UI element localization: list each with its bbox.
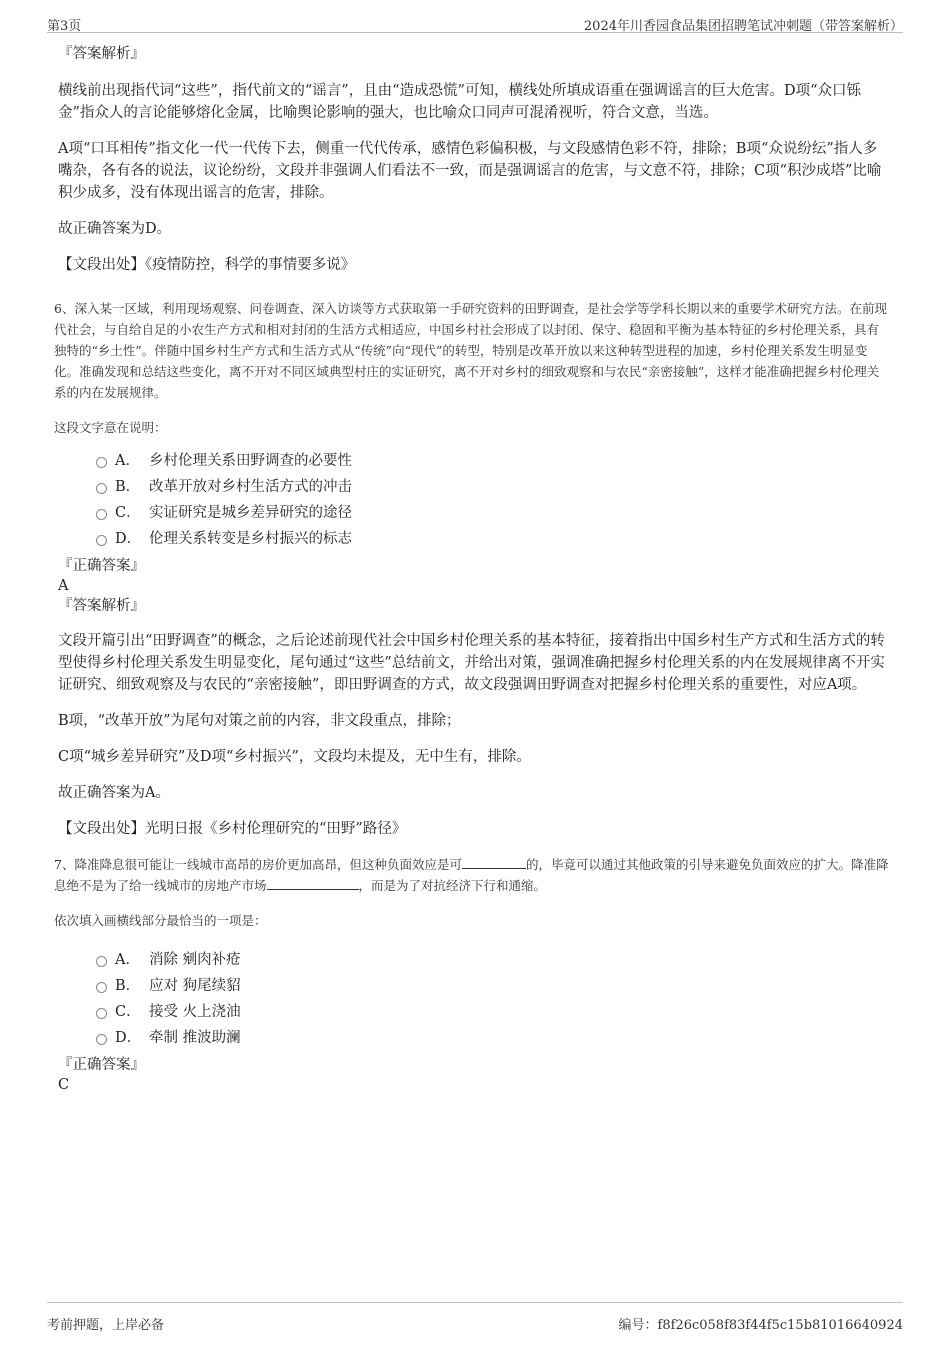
answer-conclusion: 故正确答案为D。 — [58, 221, 172, 237]
analysis-label: 『答案解析』 — [58, 598, 145, 614]
option-d[interactable]: D． 牵制 推波助澜 — [58, 1025, 890, 1051]
radio-icon[interactable] — [96, 982, 107, 993]
option-d[interactable]: D． 伦理关系转变是乡村振兴的标志 — [58, 526, 890, 552]
document-title: 2024年川香园食品集团招聘笔试冲刺题（带答案解析） — [583, 19, 903, 34]
answer-conclusion: 故正确答案为A。 — [58, 785, 170, 801]
source-citation: 【文段出处】《疫情防控，科学的事情要多说》 — [58, 257, 356, 273]
radio-icon[interactable] — [96, 956, 107, 967]
option-b[interactable]: B． 应对 狗尾续貂 — [58, 973, 890, 999]
fill-blank — [267, 877, 359, 890]
radio-icon[interactable] — [96, 457, 107, 468]
page-header — [47, 12, 903, 33]
option-a[interactable]: A． 消除 剜肉补疮 — [58, 947, 890, 973]
question-stem: 6、深入某一区域，利用现场观察、问卷调查、深入访谈等方式获取第一手研究资料的田野调查，是社会学等学科长期以来的重要学术研究方法。在前现代社会，与自给自足的小农生产方式和相对封闭的生活方式相适应，中国乡村社会形成了以封闭、保守、稳固和平衡为基本特征的乡村伦理关系，具有独特的“乡土性”。伴随中国乡村生产方式和生活方式从“传统”向“现代”的转型，特别是改革开放以来这种转型进程的加速，乡村伦理关系发生明显变化。准确发现和总结这些变化，离不开对不同区域典型村庄的实证研究，离不开对乡村的细致观察和与农民“亲密接触”，这样才能准确把握乡村伦理关系的内在发展规律。 — [54, 301, 887, 400]
analysis-paragraph: B项，“改革开放”为尾句对策之前的内容，非文段重点，排除； — [58, 713, 461, 729]
page-content — [54, 44, 890, 1095]
radio-icon[interactable] — [96, 483, 107, 494]
radio-icon[interactable] — [96, 535, 107, 546]
page-footer — [47, 1302, 903, 1333]
option-b[interactable]: B． 改革开放对乡村生活方式的冲击 — [58, 474, 890, 500]
radio-icon[interactable] — [96, 1034, 107, 1045]
analysis-label: 『答案解析』 — [58, 46, 145, 62]
correct-answer-label: 『正确答案』 — [58, 558, 145, 574]
question-stem: 7、降准降息很可能让一线城市高昂的房价更加高昂，但这种负面效应是可 的，毕竟可以通过其他政策的引导来避免负面效应的扩大。降准降息绝不是为了给一线城市的房地产市场 ，而是为了对抗经济下行和通缩。 — [54, 857, 889, 893]
footer-slogan: 考前押题，上岸必备 — [47, 1318, 165, 1333]
option-c[interactable]: C． 接受 火上浇油 — [58, 999, 890, 1025]
correct-answer: C — [58, 1077, 70, 1093]
correct-answer: A — [58, 578, 69, 594]
question-prompt: 依次填入画横线部分最恰当的一项是： — [54, 913, 267, 928]
fill-blank — [462, 856, 526, 869]
page-number: 第3页 — [47, 19, 82, 34]
radio-icon[interactable] — [96, 509, 107, 520]
analysis-paragraph: 横线前出现指代词“这些”，指代前文的“谣言”，且由“造成恐慌”可知，横线处所填成语重在强调谣言的巨大危害。D项“众口铄金”指众人的言论能够熔化金属，比喻舆论影响的强大，也比喻众口同声可混淆视听，符合文意，当选。 — [58, 83, 862, 121]
document-id: 编号：f8f26c058f83f44f5c15b81016640924 — [618, 1318, 903, 1333]
option-a[interactable]: A． 乡村伦理关系田野调查的必要性 — [58, 448, 890, 474]
options-list — [58, 947, 890, 1051]
option-c[interactable]: C． 实证研究是城乡差异研究的途径 — [58, 500, 890, 526]
correct-answer-label: 『正确答案』 — [58, 1057, 145, 1073]
question-prompt: 这段文字意在说明： — [54, 420, 167, 435]
analysis-paragraph: 文段开篇引出“田野调查”的概念，之后论述前现代社会中国乡村伦理关系的基本特征，接着指出中国乡村生产方式和生活方式的转型使得乡村伦理关系发生明显变化，尾句通过“这些”总结前文，并给出对策，强调准确把握乡村伦理关系的内在发展规律离不开实证研究、细致观察及与农民的“亲密接触”，即田野调查的方式，故文段强调田野调查对把握乡村伦理关系的重要性，对应A项。 — [58, 633, 885, 693]
source-citation: 【文段出处】光明日报《乡村伦理研究的“田野”路径》 — [58, 821, 407, 837]
analysis-paragraph: C项“城乡差异研究”及D项“乡村振兴”，文段均未提及，无中生有，排除。 — [58, 749, 531, 765]
analysis-paragraph: A项“口耳相传”指文化一代一代传下去，侧重一代代传承，感情色彩偏积极，与文段感情色彩不符，排除；B项“众说纷纭”指人多嘴杂，各有各的说法，议论纷纷，文段并非强调人们看法不一致，而是强调谣言的危害，与文意不符，排除；C项“积沙成塔”比喻积少成多，没有体现出谣言的危害，排除。 — [58, 141, 882, 201]
radio-icon[interactable] — [96, 1008, 107, 1019]
options-list — [58, 448, 890, 552]
